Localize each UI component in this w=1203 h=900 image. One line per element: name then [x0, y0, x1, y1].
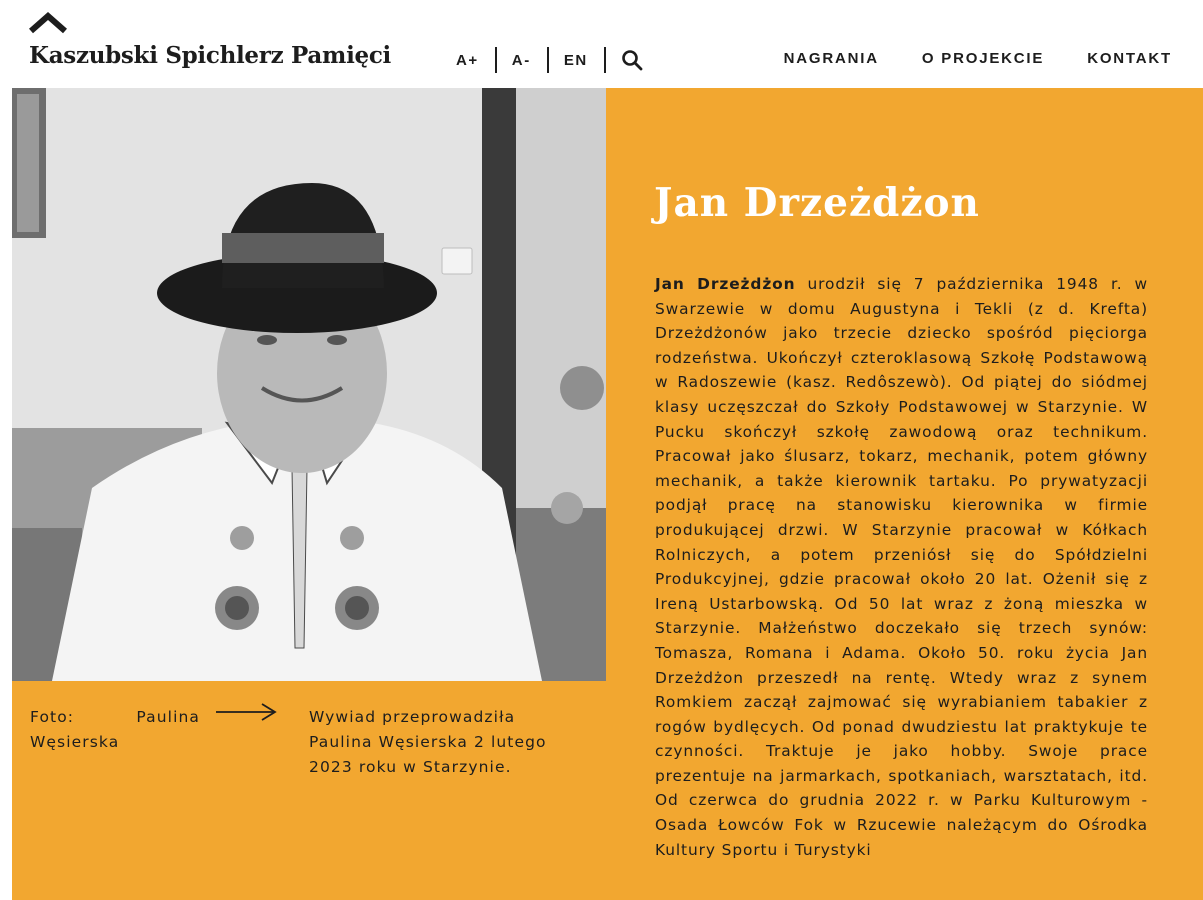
portrait-illustration [12, 88, 606, 681]
nav-item-o-projekcie[interactable]: O PROJEKCIE [921, 50, 1045, 67]
photo-credit-line: Foto: Paulina [30, 708, 200, 726]
search-icon[interactable] [621, 49, 643, 71]
toolbar-divider [495, 47, 497, 73]
biography-body: urodził się 7 października 1948 r. w Swarzewie w domu Augustyna i Tekli (z d. Krefta) Drzeżdżonów jako trzecie dziecko spośród pięciorga rodzeństwa. Ukończył czteroklasową Szkołę Podstawową w Radoszewie (kasz. Redôszewò). Od piątej do siódmej klasy uczęszczał do Szkoły Podstawowej w Starzynie. W Pucku skończył szkołę zawodową oraz technikum. Pracował jako ślusarz, tokarz, mechanik, potem główny mechanik, a także kierownik tartaku. Po prywatyzacji podjął pracę na stanowisku kierownika w firmie produkującej drzwi. W Starzynie pracował w Kółkach Rolniczych, a potem przeniósł się do Spółdzielni Produkcyjnej, gdzie pracował około 20 lat. Ożenił się z Ireną Ustarbowską. Od 50 lat wraz z żoną mieszka w Starzynie. Małżeństwo doczekało się trzech synów: Tomasza, Romana i Adama. Około 50. roku życia Jan Drzeżdżon przeszedł na rentę. Wtedy wraz z synem Romkiem zaczął zajmować się wyrabianiem tabakier z rogów bydlęcych. Od ponad dwudziestu lat praktykuje te czynności. Traktuje je jako hobby. Swoje prace prezentuje na jarmarkach, spotkaniach, warsztatach, itd. Od czerwca do grudnia 2022 r. w Parku Kulturowym - Osada Łowców Fok w Rzucewie należącym do Ośrodka Kultury Sportu i Turystyki [655, 275, 1148, 859]
nav-item-kontakt[interactable]: KONTAKT [1087, 50, 1172, 67]
biography-name: Jan Drzeżdżon [655, 275, 796, 293]
site-title[interactable]: Kaszubski Spichlerz Pamięci [29, 42, 391, 69]
nav-item-nagrania[interactable]: NAGRANIA [783, 50, 879, 67]
person-name-heading: Jan Drzeżdżon [654, 180, 980, 226]
arrow-right-icon [214, 701, 278, 723]
toolbar-divider [604, 47, 606, 73]
font-smaller-button[interactable]: A- [511, 51, 531, 69]
font-larger-button[interactable]: A+ [456, 51, 479, 69]
photo-credit [30, 705, 200, 755]
language-switch-button[interactable]: EN [563, 51, 588, 69]
biography-text [655, 272, 1148, 862]
photo-credit-line: Węsierska [30, 733, 120, 751]
site-header [0, 0, 1203, 88]
portrait-photo [12, 88, 606, 681]
interview-caption: Wywiad przeprowadziła Paulina Węsierska 2 lutego 2023 roku w Starzynie. [309, 708, 547, 776]
accessibility-toolbar [456, 46, 643, 74]
roof-chevron-icon[interactable] [28, 10, 68, 36]
main-nav [784, 50, 1172, 67]
toolbar-divider [547, 47, 549, 73]
